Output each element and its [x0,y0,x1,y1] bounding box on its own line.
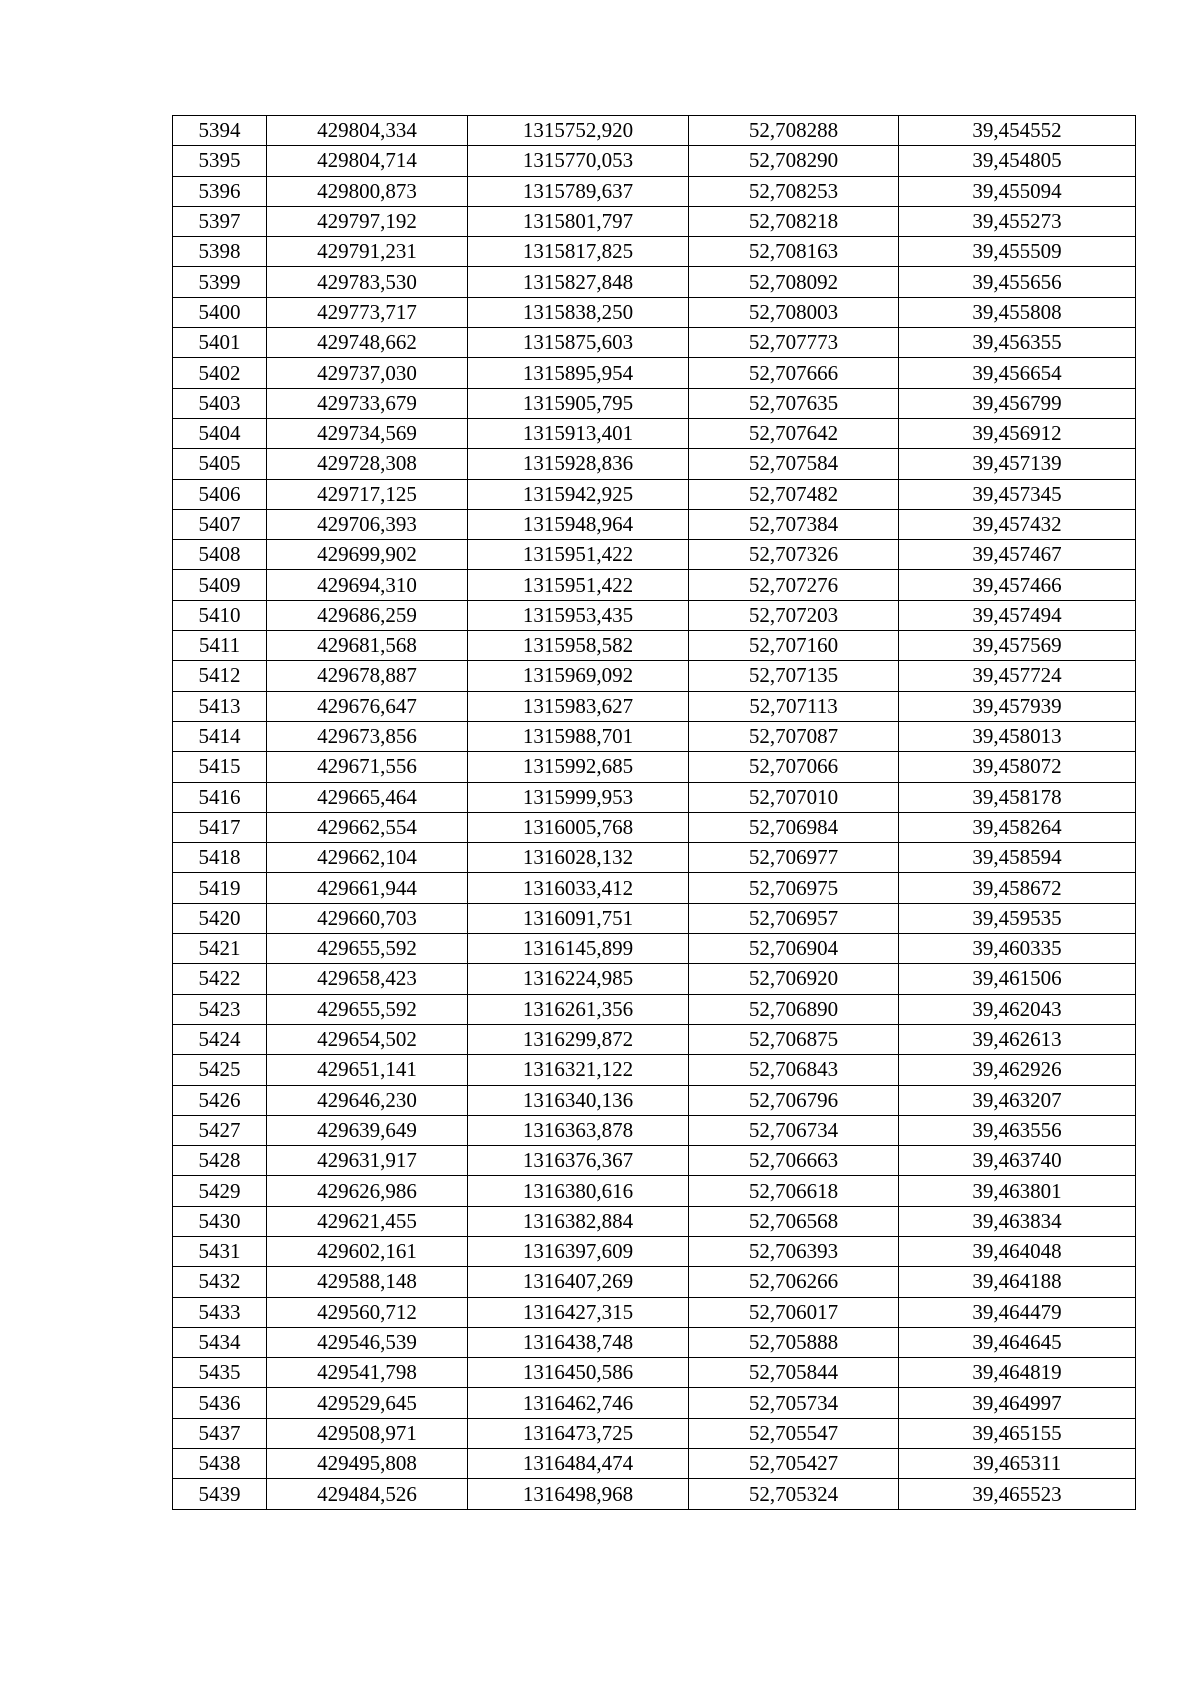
latitude-cell: 52,708218 [689,206,899,236]
point-number-cell: 5429 [173,1176,267,1206]
longitude-cell: 39,457139 [899,449,1136,479]
x-coordinate-cell: 429734,569 [267,418,468,448]
x-coordinate-cell: 429508,971 [267,1418,468,1448]
point-number-cell: 5422 [173,964,267,994]
x-coordinate-cell: 429773,717 [267,297,468,327]
table-row [173,752,1136,782]
table-row [173,146,1136,176]
latitude-cell: 52,706568 [689,1206,899,1236]
x-coordinate-cell: 429678,887 [267,661,468,691]
x-coordinate-cell: 429791,231 [267,237,468,267]
latitude-cell: 52,706734 [689,1115,899,1145]
longitude-cell: 39,458264 [899,812,1136,842]
y-coordinate-cell: 1315958,582 [468,631,689,661]
latitude-cell: 52,708003 [689,297,899,327]
y-coordinate-cell: 1316484,474 [468,1449,689,1479]
point-number-cell: 5414 [173,721,267,751]
table-row [173,388,1136,418]
point-number-cell: 5439 [173,1479,267,1509]
table-row [173,903,1136,933]
latitude-cell: 52,706957 [689,903,899,933]
point-number-cell: 5396 [173,176,267,206]
x-coordinate-cell: 429654,502 [267,1024,468,1054]
y-coordinate-cell: 1316321,122 [468,1055,689,1085]
point-number-cell: 5425 [173,1055,267,1085]
table-row [173,358,1136,388]
y-coordinate-cell: 1316380,616 [468,1176,689,1206]
table-row [173,1388,1136,1418]
point-number-cell: 5394 [173,116,267,146]
latitude-cell: 52,708253 [689,176,899,206]
latitude-cell: 52,705427 [689,1449,899,1479]
table-row [173,1115,1136,1145]
longitude-cell: 39,458072 [899,752,1136,782]
point-number-cell: 5427 [173,1115,267,1145]
table-row [173,449,1136,479]
latitude-cell: 52,706017 [689,1297,899,1327]
x-coordinate-cell: 429706,393 [267,509,468,539]
y-coordinate-cell: 1315770,053 [468,146,689,176]
x-coordinate-cell: 429529,645 [267,1388,468,1418]
longitude-cell: 39,465523 [899,1479,1136,1509]
latitude-cell: 52,707384 [689,509,899,539]
longitude-cell: 39,463740 [899,1146,1136,1176]
table-row [173,418,1136,448]
point-number-cell: 5412 [173,661,267,691]
longitude-cell: 39,457569 [899,631,1136,661]
x-coordinate-cell: 429646,230 [267,1085,468,1115]
longitude-cell: 39,464645 [899,1327,1136,1357]
longitude-cell: 39,456912 [899,418,1136,448]
table-row [173,206,1136,236]
table-row [173,661,1136,691]
y-coordinate-cell: 1316376,367 [468,1146,689,1176]
y-coordinate-cell: 1315789,637 [468,176,689,206]
longitude-cell: 39,464997 [899,1388,1136,1418]
x-coordinate-cell: 429717,125 [267,479,468,509]
table-row [173,1236,1136,1266]
table-row [173,843,1136,873]
longitude-cell: 39,464048 [899,1236,1136,1266]
table-row [173,237,1136,267]
table-row [173,297,1136,327]
longitude-cell: 39,456355 [899,328,1136,358]
latitude-cell: 52,706975 [689,873,899,903]
point-number-cell: 5406 [173,479,267,509]
y-coordinate-cell: 1316145,899 [468,934,689,964]
x-coordinate-cell: 429671,556 [267,752,468,782]
latitude-cell: 52,707113 [689,691,899,721]
longitude-cell: 39,457345 [899,479,1136,509]
y-coordinate-cell: 1316498,968 [468,1479,689,1509]
latitude-cell: 52,706266 [689,1267,899,1297]
latitude-cell: 52,705888 [689,1327,899,1357]
y-coordinate-cell: 1316363,878 [468,1115,689,1145]
point-number-cell: 5407 [173,509,267,539]
point-number-cell: 5424 [173,1024,267,1054]
y-coordinate-cell: 1315817,825 [468,237,689,267]
y-coordinate-cell: 1315875,603 [468,328,689,358]
table-row [173,176,1136,206]
y-coordinate-cell: 1316407,269 [468,1267,689,1297]
table-row [173,631,1136,661]
y-coordinate-cell: 1315801,797 [468,206,689,236]
x-coordinate-cell: 429673,856 [267,721,468,751]
latitude-cell: 52,708163 [689,237,899,267]
table-row [173,1327,1136,1357]
latitude-cell: 52,708288 [689,116,899,146]
point-number-cell: 5435 [173,1358,267,1388]
latitude-cell: 52,706977 [689,843,899,873]
latitude-cell: 52,708092 [689,267,899,297]
latitude-cell: 52,705324 [689,1479,899,1509]
table-row [173,328,1136,358]
y-coordinate-cell: 1316427,315 [468,1297,689,1327]
longitude-cell: 39,461506 [899,964,1136,994]
longitude-cell: 39,462926 [899,1055,1136,1085]
x-coordinate-cell: 429661,944 [267,873,468,903]
table-row [173,1176,1136,1206]
latitude-cell: 52,707160 [689,631,899,661]
y-coordinate-cell: 1315942,925 [468,479,689,509]
latitude-cell: 52,707010 [689,782,899,812]
x-coordinate-cell: 429733,679 [267,388,468,418]
table-row [173,116,1136,146]
longitude-cell: 39,463834 [899,1206,1136,1236]
y-coordinate-cell: 1316450,586 [468,1358,689,1388]
point-number-cell: 5395 [173,146,267,176]
table-row [173,1206,1136,1236]
x-coordinate-cell: 429804,334 [267,116,468,146]
y-coordinate-cell: 1315983,627 [468,691,689,721]
x-coordinate-cell: 429686,259 [267,600,468,630]
x-coordinate-cell: 429737,030 [267,358,468,388]
table-row [173,509,1136,539]
x-coordinate-cell: 429665,464 [267,782,468,812]
y-coordinate-cell: 1316005,768 [468,812,689,842]
longitude-cell: 39,464188 [899,1267,1136,1297]
point-number-cell: 5401 [173,328,267,358]
table-row [173,782,1136,812]
coordinates-table [172,115,1136,1510]
y-coordinate-cell: 1315969,092 [468,661,689,691]
longitude-cell: 39,455656 [899,267,1136,297]
longitude-cell: 39,457494 [899,600,1136,630]
table-row [173,1024,1136,1054]
longitude-cell: 39,457432 [899,509,1136,539]
y-coordinate-cell: 1315827,848 [468,267,689,297]
x-coordinate-cell: 429800,873 [267,176,468,206]
table-row [173,873,1136,903]
latitude-cell: 52,707203 [689,600,899,630]
longitude-cell: 39,457724 [899,661,1136,691]
y-coordinate-cell: 1316382,884 [468,1206,689,1236]
longitude-cell: 39,454552 [899,116,1136,146]
x-coordinate-cell: 429631,917 [267,1146,468,1176]
x-coordinate-cell: 429662,104 [267,843,468,873]
x-coordinate-cell: 429797,192 [267,206,468,236]
table-row [173,600,1136,630]
y-coordinate-cell: 1316299,872 [468,1024,689,1054]
coordinates-table-body [173,116,1136,1510]
y-coordinate-cell: 1315951,422 [468,570,689,600]
longitude-cell: 39,458594 [899,843,1136,873]
latitude-cell: 52,706904 [689,934,899,964]
x-coordinate-cell: 429602,161 [267,1236,468,1266]
y-coordinate-cell: 1315838,250 [468,297,689,327]
point-number-cell: 5421 [173,934,267,964]
point-number-cell: 5397 [173,206,267,236]
x-coordinate-cell: 429660,703 [267,903,468,933]
point-number-cell: 5420 [173,903,267,933]
x-coordinate-cell: 429588,148 [267,1267,468,1297]
x-coordinate-cell: 429655,592 [267,994,468,1024]
point-number-cell: 5430 [173,1206,267,1236]
longitude-cell: 39,458013 [899,721,1136,751]
latitude-cell: 52,707066 [689,752,899,782]
table-row [173,1358,1136,1388]
latitude-cell: 52,707135 [689,661,899,691]
y-coordinate-cell: 1316224,985 [468,964,689,994]
latitude-cell: 52,706843 [689,1055,899,1085]
x-coordinate-cell: 429639,649 [267,1115,468,1145]
point-number-cell: 5405 [173,449,267,479]
point-number-cell: 5399 [173,267,267,297]
latitude-cell: 52,706796 [689,1085,899,1115]
y-coordinate-cell: 1316340,136 [468,1085,689,1115]
longitude-cell: 39,456654 [899,358,1136,388]
longitude-cell: 39,455509 [899,237,1136,267]
latitude-cell: 52,706875 [689,1024,899,1054]
x-coordinate-cell: 429676,647 [267,691,468,721]
latitude-cell: 52,705844 [689,1358,899,1388]
longitude-cell: 39,463207 [899,1085,1136,1115]
point-number-cell: 5428 [173,1146,267,1176]
longitude-cell: 39,456799 [899,388,1136,418]
y-coordinate-cell: 1315895,954 [468,358,689,388]
latitude-cell: 52,706393 [689,1236,899,1266]
table-row [173,1449,1136,1479]
point-number-cell: 5433 [173,1297,267,1327]
point-number-cell: 5403 [173,388,267,418]
latitude-cell: 52,705547 [689,1418,899,1448]
longitude-cell: 39,457467 [899,540,1136,570]
latitude-cell: 52,707584 [689,449,899,479]
y-coordinate-cell: 1315953,435 [468,600,689,630]
longitude-cell: 39,458178 [899,782,1136,812]
table-row [173,1146,1136,1176]
x-coordinate-cell: 429546,539 [267,1327,468,1357]
y-coordinate-cell: 1316033,412 [468,873,689,903]
point-number-cell: 5418 [173,843,267,873]
x-coordinate-cell: 429495,808 [267,1449,468,1479]
y-coordinate-cell: 1315992,685 [468,752,689,782]
x-coordinate-cell: 429662,554 [267,812,468,842]
table-row [173,1267,1136,1297]
table-row [173,994,1136,1024]
latitude-cell: 52,707635 [689,388,899,418]
latitude-cell: 52,706984 [689,812,899,842]
latitude-cell: 52,706663 [689,1146,899,1176]
table-row [173,721,1136,751]
x-coordinate-cell: 429658,423 [267,964,468,994]
x-coordinate-cell: 429804,714 [267,146,468,176]
y-coordinate-cell: 1316462,746 [468,1388,689,1418]
y-coordinate-cell: 1315913,401 [468,418,689,448]
table-row [173,964,1136,994]
x-coordinate-cell: 429699,902 [267,540,468,570]
longitude-cell: 39,462613 [899,1024,1136,1054]
longitude-cell: 39,459535 [899,903,1136,933]
latitude-cell: 52,707276 [689,570,899,600]
table-row [173,1297,1136,1327]
y-coordinate-cell: 1316397,609 [468,1236,689,1266]
longitude-cell: 39,463801 [899,1176,1136,1206]
longitude-cell: 39,463556 [899,1115,1136,1145]
x-coordinate-cell: 429651,141 [267,1055,468,1085]
point-number-cell: 5404 [173,418,267,448]
point-number-cell: 5431 [173,1236,267,1266]
table-row [173,691,1136,721]
x-coordinate-cell: 429783,530 [267,267,468,297]
point-number-cell: 5417 [173,812,267,842]
x-coordinate-cell: 429748,662 [267,328,468,358]
table-row [173,1418,1136,1448]
point-number-cell: 5410 [173,600,267,630]
longitude-cell: 39,458672 [899,873,1136,903]
point-number-cell: 5415 [173,752,267,782]
longitude-cell: 39,457939 [899,691,1136,721]
x-coordinate-cell: 429681,568 [267,631,468,661]
x-coordinate-cell: 429621,455 [267,1206,468,1236]
longitude-cell: 39,457466 [899,570,1136,600]
x-coordinate-cell: 429484,526 [267,1479,468,1509]
table-row [173,570,1136,600]
longitude-cell: 39,465155 [899,1418,1136,1448]
latitude-cell: 52,707326 [689,540,899,570]
table-row [173,1055,1136,1085]
point-number-cell: 5423 [173,994,267,1024]
y-coordinate-cell: 1316091,751 [468,903,689,933]
point-number-cell: 5411 [173,631,267,661]
y-coordinate-cell: 1316028,132 [468,843,689,873]
longitude-cell: 39,464819 [899,1358,1136,1388]
point-number-cell: 5398 [173,237,267,267]
point-number-cell: 5409 [173,570,267,600]
longitude-cell: 39,455808 [899,297,1136,327]
x-coordinate-cell: 429541,798 [267,1358,468,1388]
y-coordinate-cell: 1315905,795 [468,388,689,418]
y-coordinate-cell: 1315752,920 [468,116,689,146]
point-number-cell: 5402 [173,358,267,388]
point-number-cell: 5436 [173,1388,267,1418]
latitude-cell: 52,705734 [689,1388,899,1418]
longitude-cell: 39,455094 [899,176,1136,206]
point-number-cell: 5434 [173,1327,267,1357]
table-row [173,934,1136,964]
table-row [173,1085,1136,1115]
point-number-cell: 5419 [173,873,267,903]
latitude-cell: 52,707642 [689,418,899,448]
latitude-cell: 52,707087 [689,721,899,751]
longitude-cell: 39,465311 [899,1449,1136,1479]
longitude-cell: 39,455273 [899,206,1136,236]
longitude-cell: 39,464479 [899,1297,1136,1327]
latitude-cell: 52,707482 [689,479,899,509]
y-coordinate-cell: 1315988,701 [468,721,689,751]
point-number-cell: 5432 [173,1267,267,1297]
x-coordinate-cell: 429694,310 [267,570,468,600]
point-number-cell: 5400 [173,297,267,327]
y-coordinate-cell: 1315948,964 [468,509,689,539]
x-coordinate-cell: 429728,308 [267,449,468,479]
y-coordinate-cell: 1315951,422 [468,540,689,570]
table-row [173,812,1136,842]
y-coordinate-cell: 1316261,356 [468,994,689,1024]
point-number-cell: 5437 [173,1418,267,1448]
y-coordinate-cell: 1315999,953 [468,782,689,812]
latitude-cell: 52,706920 [689,964,899,994]
table-row [173,479,1136,509]
y-coordinate-cell: 1316473,725 [468,1418,689,1448]
point-number-cell: 5408 [173,540,267,570]
table-row [173,1479,1136,1509]
table-row [173,267,1136,297]
latitude-cell: 52,706618 [689,1176,899,1206]
y-coordinate-cell: 1315928,836 [468,449,689,479]
point-number-cell: 5413 [173,691,267,721]
point-number-cell: 5438 [173,1449,267,1479]
x-coordinate-cell: 429655,592 [267,934,468,964]
y-coordinate-cell: 1316438,748 [468,1327,689,1357]
latitude-cell: 52,706890 [689,994,899,1024]
latitude-cell: 52,707773 [689,328,899,358]
longitude-cell: 39,462043 [899,994,1136,1024]
latitude-cell: 52,707666 [689,358,899,388]
point-number-cell: 5426 [173,1085,267,1115]
x-coordinate-cell: 429626,986 [267,1176,468,1206]
longitude-cell: 39,454805 [899,146,1136,176]
table-row [173,540,1136,570]
longitude-cell: 39,460335 [899,934,1136,964]
x-coordinate-cell: 429560,712 [267,1297,468,1327]
latitude-cell: 52,708290 [689,146,899,176]
point-number-cell: 5416 [173,782,267,812]
